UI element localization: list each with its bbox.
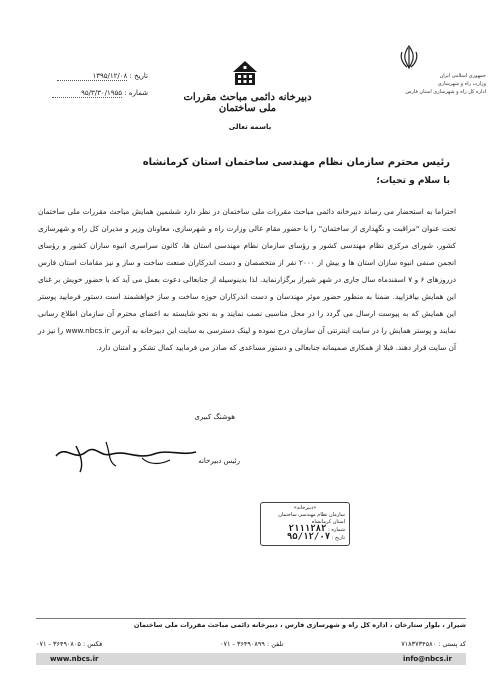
- greeting: با سلام و تحیات؛: [376, 176, 450, 186]
- stamp-date-row: [265, 534, 345, 542]
- number-value: ۹۵/۳/۳۰/۱۹۵۵: [52, 89, 122, 98]
- phone-number: تلفن : ۳۶۴۹۰۸۹۹ - ۰۷۱: [219, 640, 284, 648]
- bismillah: باسمه تعالی: [228, 123, 272, 131]
- government-header: [376, 72, 486, 96]
- date-field: [38, 72, 148, 81]
- received-stamp: [260, 502, 350, 546]
- website-link[interactable]: www.nbcs.ir: [50, 655, 99, 663]
- letter-body: [38, 203, 456, 356]
- footer-divider: [36, 618, 466, 619]
- date-value: ۱۳۹۵/۱۲/۰۸: [57, 72, 127, 81]
- signatory-name: هوشنگ کبیری: [194, 413, 235, 421]
- date-label: تاریخ :: [129, 72, 148, 80]
- recipient-line: رئیس محترم سازمان نظام مهندسی ساختمان استان کرمانشاه: [142, 157, 450, 168]
- number-field: [38, 89, 148, 98]
- email-link[interactable]: info@nbcs.ir: [402, 655, 452, 663]
- postal-code: کد پستی : ۷۱۸۳۷۳۴۵۸۰: [401, 640, 466, 648]
- fax-number: فکس : ۳۶۴۹۰۸۰۵ - ۰۷۱: [36, 640, 103, 648]
- handwritten-signature: [46, 414, 226, 484]
- gov-line: جمهوری اسلامی ایران: [439, 73, 486, 79]
- organization-name: دبیرخانه دائمی مباحث مقررات ملی ساختمان: [183, 92, 312, 114]
- footer-address: شیراز ، بلوار ستارخان ، اداره کل راه و شهرسازی فارس ، دبیرخانه دائمی مباحث مقررات ملی ساختمان: [133, 621, 466, 629]
- gov-line: وزارت راه و شهرسازی: [437, 81, 486, 87]
- body-paragraph: احتراما به استحضار می رساند دبیرخانه دائمی مباحث مقررات ملی ساختمان در نظر دارد ششمین همایش مباحث مقررات ملی ساختمان تحت عنوان "مراقبت و نگهداری از ساختمان" را با حضور مقام عالی وزارت راه و شهرسازی، معاونان وزیر و مدیران کل راه و شهرسازی کشور، شورای مرکزی نظام مهندسی کشور و رؤسای سازمان نظام مهندسی استان ها، کانون سراسری انبوه سازان کشور و رؤسای انجمن صنفی انبوه سازان استان ها و بیش از ۲۰۰۰ نفر از متخصصان و دست اندرکاران صنعت ساخت و ساز و نیز مقامات استان فارس درروزهای ۶ و ۷ اسفندماه سال جاری در شهر شیراز برگزارنماید. لذا بدینوسیله از جنابعالی دعوت بعمل می آید که با حضور خویش بر غنای این همایش بیافزایید. ضمنا به منظور حضور موثر مهندسان و دست اندرکاران حوزه ساخت و ساز خواهشمند است دستور فرمایید پوستر این همایش که به پیوست ارسال می گردد را در محل مناسبی نصب نمایند و به نحو شایسته به اعضای محترم آن سازمان اطلاع رسانی نمایند و پوستر همایش را در سایت اینترنتی آن سازمان درج نموده و لینک دسترسی به سایت این دبیرخانه به آدرس www.nbcs.ir را نیز در آن سایت قرار دهند. قبلا از همکاری صمیمانه جنابعالی و دستور مساعدی که صادر می فرمایید کمال تشکر و امتنان دارد.: [38, 207, 457, 352]
- stamp-date-value: ۹۵/۱۲/۰۷: [286, 532, 331, 542]
- number-label: شماره :: [124, 89, 148, 97]
- footer-contacts: [36, 640, 466, 648]
- stamp-date-label: تاریخ :: [331, 535, 345, 541]
- iran-emblem-icon: [398, 44, 420, 70]
- stamp-header: «دبیرخانه»: [293, 505, 317, 511]
- secretariat-logo-icon: [232, 60, 258, 86]
- footer-web-bar: [36, 653, 466, 665]
- stamp-number-value: ۲۱۱۱۲۸۲: [288, 524, 327, 534]
- stamp-number-label: شماره :: [328, 527, 345, 533]
- gov-line: اداره کل راه و شهرسازی استان فارس: [405, 89, 486, 95]
- signatory-title: رئیس دبیرخانه: [198, 457, 240, 465]
- stamp-org: سازمان نظام مهندسی ساختمان استان کرمانشاه: [278, 512, 345, 525]
